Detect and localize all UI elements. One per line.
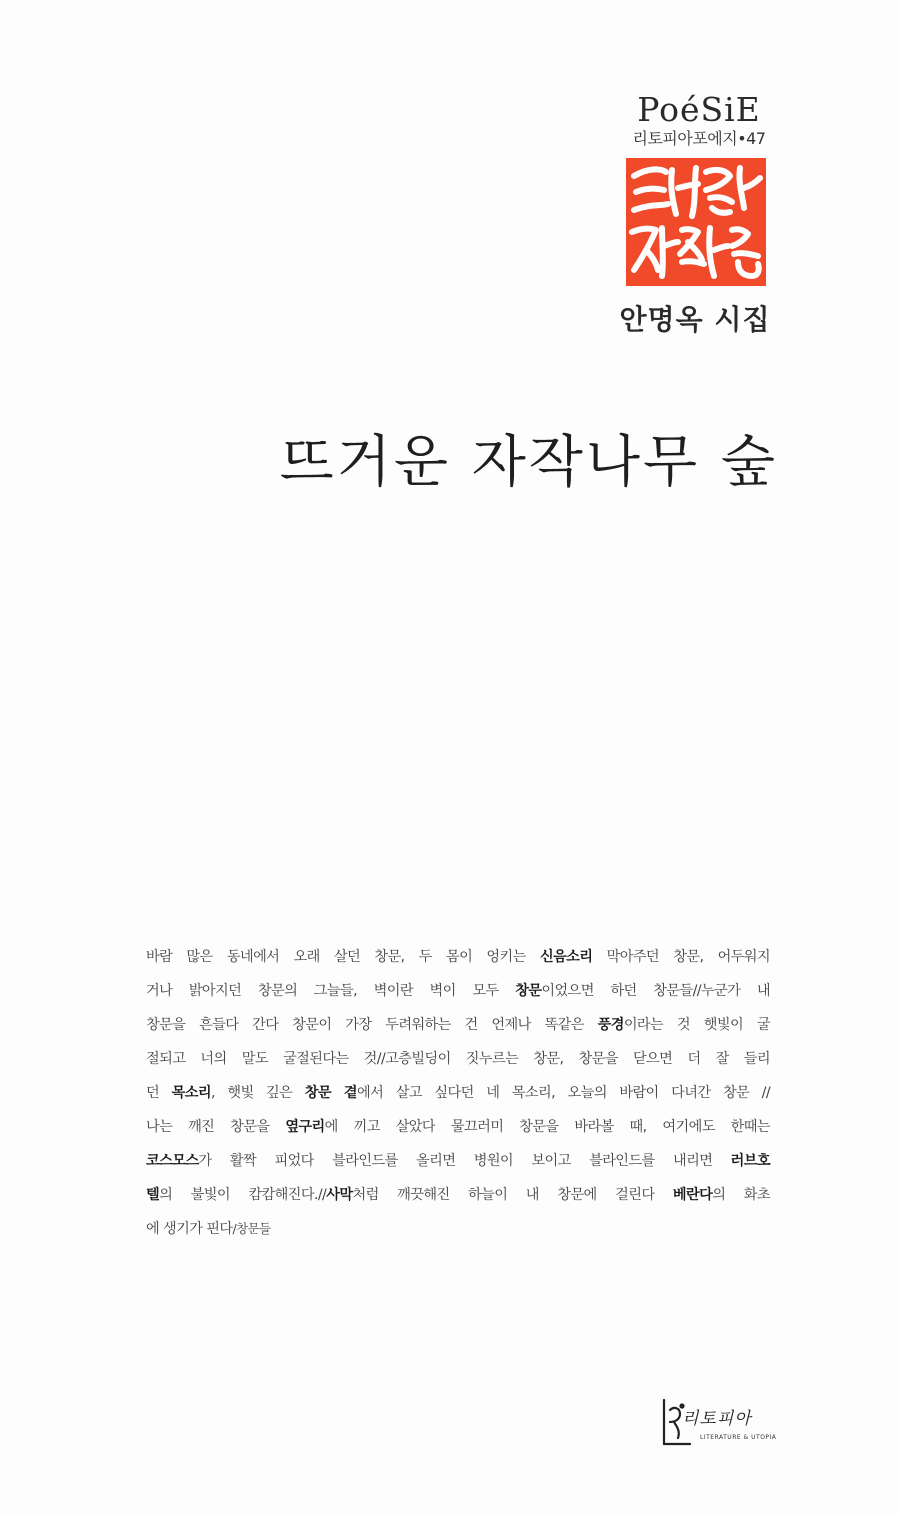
blurb-segment: 나는 깨진 창문을 (146, 1119, 286, 1135)
blurb-emphasis: 코스모스 (146, 1153, 199, 1169)
calligraphy-brush-icon (626, 158, 766, 286)
blurb-segment: 에서 살고 싶다던 네 목소리, 오늘의 바람이 다녀간 창문 // (357, 1085, 771, 1101)
blurb-segment: /창문들 (232, 1221, 271, 1236)
author-line: 안명옥 시집 (619, 303, 771, 336)
book-title: 뜨거운 자작나무 숲 (279, 430, 778, 495)
publisher-logo (656, 1396, 786, 1448)
blurb-segment: 던 (146, 1085, 172, 1101)
blurb-segment: , 햇빛 깊은 (210, 1085, 305, 1101)
title-calligraphy-seal (626, 158, 766, 286)
blurb-line (146, 1076, 770, 1110)
blurb-segment: 절되고 너의 말도 굴절된다는 것//고층빌딩이 짓누르는 창문, 창문을 닫으면 더 잘 들리 (146, 1051, 770, 1067)
blurb-segment: 에 끼고 살았다 물끄러미 창문을 바라볼 때, 여기에도 한때는 (324, 1119, 770, 1135)
blurb-emphasis: 풍경 (597, 1017, 624, 1033)
blurb-emphasis: 러브호 (730, 1153, 770, 1169)
blurb-segment: 에 생기가 핀다 (146, 1221, 233, 1237)
blurb-segment: 처럼 깨끗해진 하늘이 내 창문에 걸린다 (352, 1187, 673, 1203)
blurb-text (146, 940, 770, 1246)
blurb-segment: 거나 밝아지던 창문의 그늘들, 벽이란 벽이 모두 (146, 983, 516, 999)
blurb-segment: 의 화초 (712, 1187, 770, 1203)
series-block (624, 92, 774, 149)
blurb-segment: 바람 많은 동네에서 오래 살던 창문, 두 몸이 엉키는 (146, 949, 540, 965)
blurb-emphasis: 베란다 (672, 1187, 713, 1203)
blurb-line (146, 1110, 770, 1144)
blurb-emphasis: 사막 (326, 1187, 353, 1203)
series-logo: PoéSiE (637, 90, 761, 129)
blurb-segment: 의 불빛이 캄캄해진다.// (159, 1187, 327, 1203)
blurb-line (146, 1042, 770, 1076)
blurb-segment: 이라는 것 햇빛이 굴 (623, 1017, 770, 1033)
blurb-line (146, 1008, 770, 1042)
publisher-subtitle: LITERATURE & UTOPIA (700, 1434, 777, 1441)
publisher-name: 리토피아 (682, 1409, 752, 1429)
blurb-segment: 가 활짝 피었다 블라인드를 올리면 병원이 보이고 블라인드를 내리면 (198, 1153, 731, 1169)
blurb-line (146, 1178, 770, 1212)
blurb-segment: 이었으면 하던 창문들//누군가 내 (541, 983, 770, 999)
blurb-emphasis: 텔 (146, 1187, 160, 1203)
blurb-line (146, 940, 770, 974)
series-name: 리토피아포에지•47 (632, 129, 766, 148)
blurb-segment: 창문을 흔들다 간다 창문이 가장 두려워하는 건 언제나 똑같은 (146, 1017, 598, 1033)
blurb-segment: 막아주던 창문, 어두워지 (592, 949, 770, 965)
blurb-emphasis: 창문 곁 (304, 1085, 357, 1101)
blurb-emphasis: 옆구리 (285, 1119, 325, 1135)
blurb-emphasis: 창문 (515, 983, 542, 999)
blurb-line (146, 1144, 770, 1178)
blurb-line (146, 1212, 770, 1246)
blurb-emphasis: 목소리 (171, 1085, 211, 1101)
blurb-emphasis: 신음소리 (539, 949, 593, 965)
blurb-line (146, 974, 770, 1008)
